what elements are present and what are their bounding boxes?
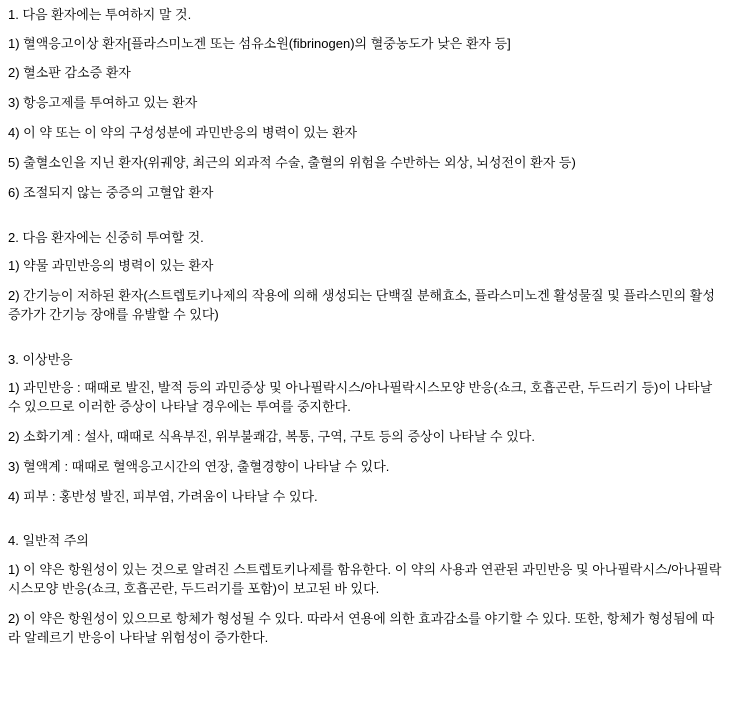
- list-item: 5) 출혈소인을 지닌 환자(위궤양, 최근의 외과적 수술, 출혈의 위험을 수반하는 외상, 뇌성전이 환자 등): [8, 154, 576, 170]
- section-spacer: [8, 221, 725, 229]
- list-item: 2) 소화기계 : 설사, 때때로 식욕부진, 위부불쾌감, 복통, 구역, 구토 등의 증상이 나타날 수 있다.: [8, 428, 535, 444]
- section-cautions: [8, 229, 725, 325]
- section-contraindications: [8, 6, 725, 203]
- list-item: 1) 혈액응고이상 환자[플라스미노겐 또는 섬유소원(fibrinogen)의 혈중농도가 낮은 환자 등]: [8, 35, 511, 51]
- list-item: 6) 조절되지 않는 중증의 고혈압 환자: [8, 184, 214, 200]
- list-item: 2) 이 약은 항원성이 있으므로 항체가 형성될 수 있다. 따라서 연용에 의한 효과감소를 야기할 수 있다. 또한, 항체가 형성됨에 따라 알레르기 반응이 나타날 위험성이 증가한다.: [8, 610, 715, 645]
- section-title: 2. 다음 환자에는 신중히 투여할 것.: [8, 229, 204, 245]
- section-title: 4. 일반적 주의: [8, 533, 89, 549]
- list-item: 3) 항응고제를 투여하고 있는 환자: [8, 95, 198, 111]
- list-item: 1) 이 약은 항원성이 있는 것으로 알려진 스트렙토키나제를 함유한다. 이 약의 사용과 연관된 과민반응 및 아나필락시스/아나필락시스모양 반응(쇼크, 호흡곤란, 두드러기를 포함)이 보고된 바 있다.: [8, 562, 722, 596]
- list-item: 2) 간기능이 저하된 환자(스트렙토키나제의 작용에 의해 생성되는 단백질 분해효소, 플라스미노겐 활성물질 및 플라스민의 활성 증가가 간기능 장애를 유발할 수 있다): [8, 288, 719, 322]
- section-general-precautions: [8, 532, 725, 647]
- list-item: 1) 약물 과민반응의 병력이 있는 환자: [8, 258, 214, 274]
- section-spacer: [8, 343, 725, 351]
- list-item: 3) 혈액계 : 때때로 혈액응고시간의 연장, 출혈경향이 나타날 수 있다.: [8, 458, 390, 474]
- list-item: 4) 이 약 또는 이 약의 구성성분에 과민반응의 병력이 있는 환자: [8, 125, 358, 141]
- list-item: 1) 과민반응 : 때때로 발진, 발적 등의 과민증상 및 아나필락시스/아나필락시스모양 반응(쇼크, 호흡곤란, 두드러기 등)이 나타날 수 있으므로 이러한 증상이 나타날 경우에는 투여를 중지한다.: [8, 380, 716, 415]
- list-item: 4) 피부 : 홍반성 발진, 피부염, 가려움이 나타날 수 있다.: [8, 488, 318, 504]
- section-title: 1. 다음 환자에는 투여하지 말 것.: [8, 7, 192, 22]
- section-adverse-reactions: [8, 351, 725, 507]
- section-title: 3. 이상반응: [8, 351, 73, 367]
- list-item: 2) 혈소판 감소증 환자: [8, 65, 131, 81]
- section-spacer: [8, 524, 725, 532]
